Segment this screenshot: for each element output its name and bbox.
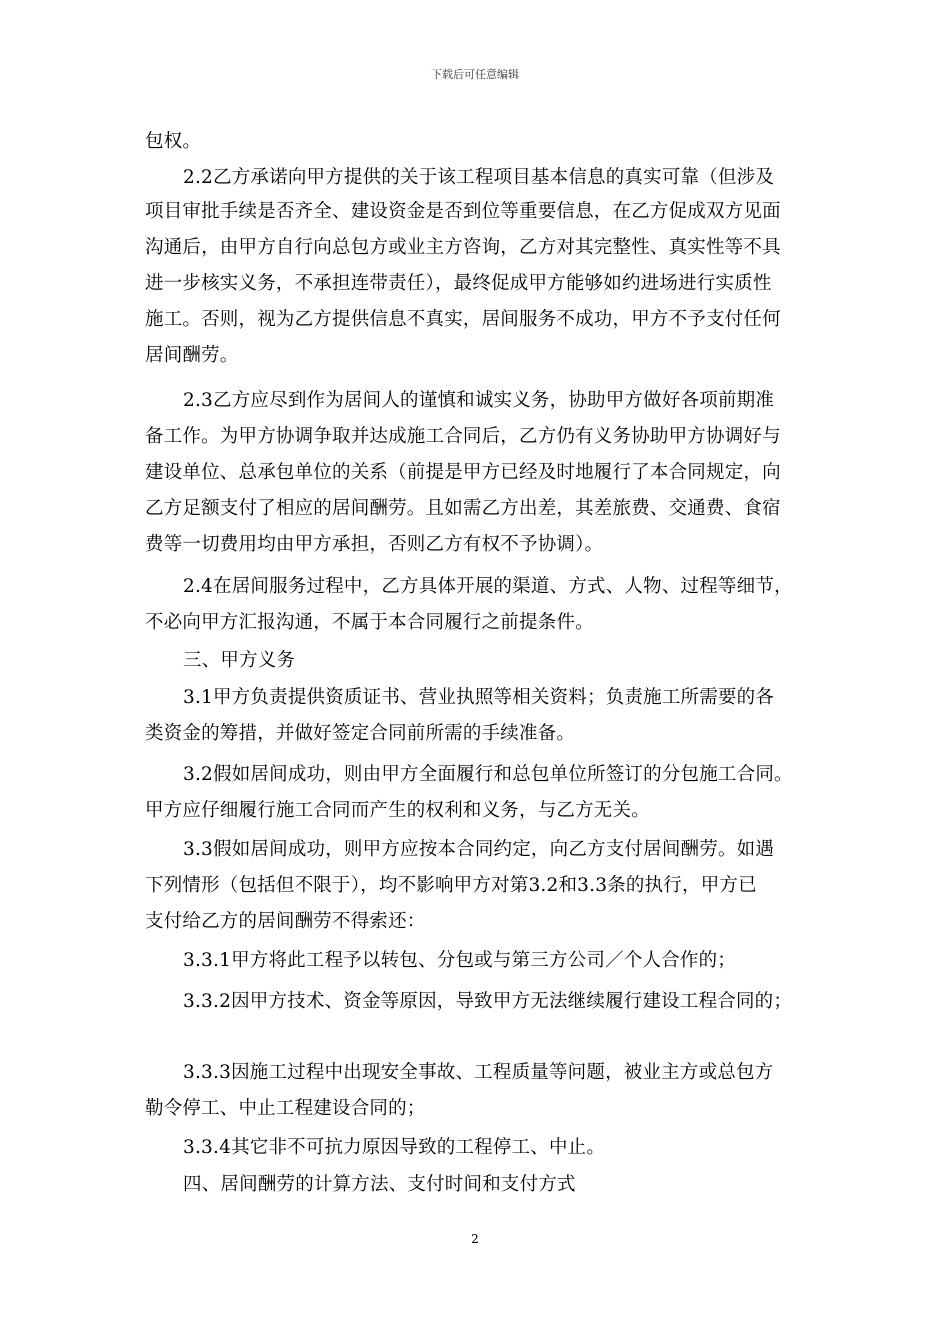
text-line: 不必向甲方汇报沟通，不属于本合同履行之前提条件。 bbox=[145, 612, 594, 633]
text-line: 3.2假如居间成功，则由甲方全面履行和总包单位所签订的分包施工合同。 bbox=[183, 764, 793, 785]
page-number: 2 bbox=[471, 1232, 479, 1246]
page-header: 下载后可任意编辑 bbox=[431, 68, 519, 81]
text-line: 建设单位、总承包单位的关系（前提是甲方已经及时地履行了本合同规定，向 bbox=[145, 462, 781, 483]
text-line: 备工作。为甲方协调争取并达成施工合同后，乙方仍有义务协助甲方协调好与 bbox=[145, 426, 781, 447]
text-line: 施工。否则，视为乙方提供信息不真实，居间服务不成功，甲方不予支付任何 bbox=[145, 309, 781, 330]
text-line: 居间酬劳。 bbox=[145, 345, 239, 366]
text-line: 进一步核实义务，不承担连带责任），最终促成甲方能够如约进场进行实质性 bbox=[145, 273, 772, 294]
text-line: 类资金的筹措，并做好签定合同前所需的手续准备。 bbox=[145, 723, 576, 744]
text-line: 甲方应仔细履行施工合同而产生的权利和义务，与乙方无关。 bbox=[145, 800, 650, 821]
text-line: 3.3.2因甲方技术、资金等原因，导致甲方无法继续履行建设工程合同的； bbox=[183, 991, 793, 1012]
text-line: 2.4在居间服务过程中，乙方具体开展的渠道、方式、人物、过程等细节， bbox=[183, 576, 793, 597]
text-line: 3.3.1甲方将此工程予以转包、分包或与第三方公司／个人合作的； bbox=[183, 950, 736, 971]
text-line: 3.3.3因施工过程中出现安全事故、工程质量等问题，被业主方或总包方 bbox=[183, 1062, 774, 1083]
section-heading: 四、居间酬劳的计算方法、支付时间和支付方式 bbox=[183, 1174, 576, 1195]
text-line: 项目审批手续是否齐全、建设资金是否到位等重要信息，在乙方促成双方见面 bbox=[145, 201, 781, 222]
text-line: 3.3假如居间成功，则甲方应按本合同约定，向乙方支付居间酬劳。如遇 bbox=[183, 839, 775, 860]
text-line: 包权。 bbox=[145, 131, 202, 152]
text-line: 3.3.4其它非不可抗力原因导致的工程停工、中止。 bbox=[183, 1137, 606, 1158]
text-line: 下列情形（包括但不限于），均不影响甲方对第3.2和3.3条的执行，甲方已 bbox=[145, 875, 757, 896]
section-heading: 三、甲方义务 bbox=[183, 650, 296, 671]
text-line: 费等一切费用均由甲方承担，否则乙方有权不予协调）。 bbox=[145, 534, 604, 555]
text-line: 2.3乙方应尽到作为居间人的谨慎和诚实义务，协助甲方做好各项前期准 bbox=[183, 390, 775, 411]
text-line: 3.1甲方负责提供资质证书、营业执照等相关资料；负责施工所需要的各 bbox=[183, 687, 775, 708]
text-line: 勒令停工、中止工程建设合同的； bbox=[145, 1098, 426, 1119]
text-line: 乙方足额支付了相应的居间酬劳。且如需乙方出差，其差旅费、交通费、食宿 bbox=[145, 498, 781, 519]
text-line: 支付给乙方的居间酬劳不得索还： bbox=[145, 911, 426, 932]
text-line: 2.2乙方承诺向甲方提供的关于该工程项目基本信息的真实可靠（但涉及 bbox=[183, 167, 775, 188]
text-line: 沟通后，由甲方自行向总包方或业主方咨询，乙方对其完整性、真实性等不具 bbox=[145, 237, 781, 258]
